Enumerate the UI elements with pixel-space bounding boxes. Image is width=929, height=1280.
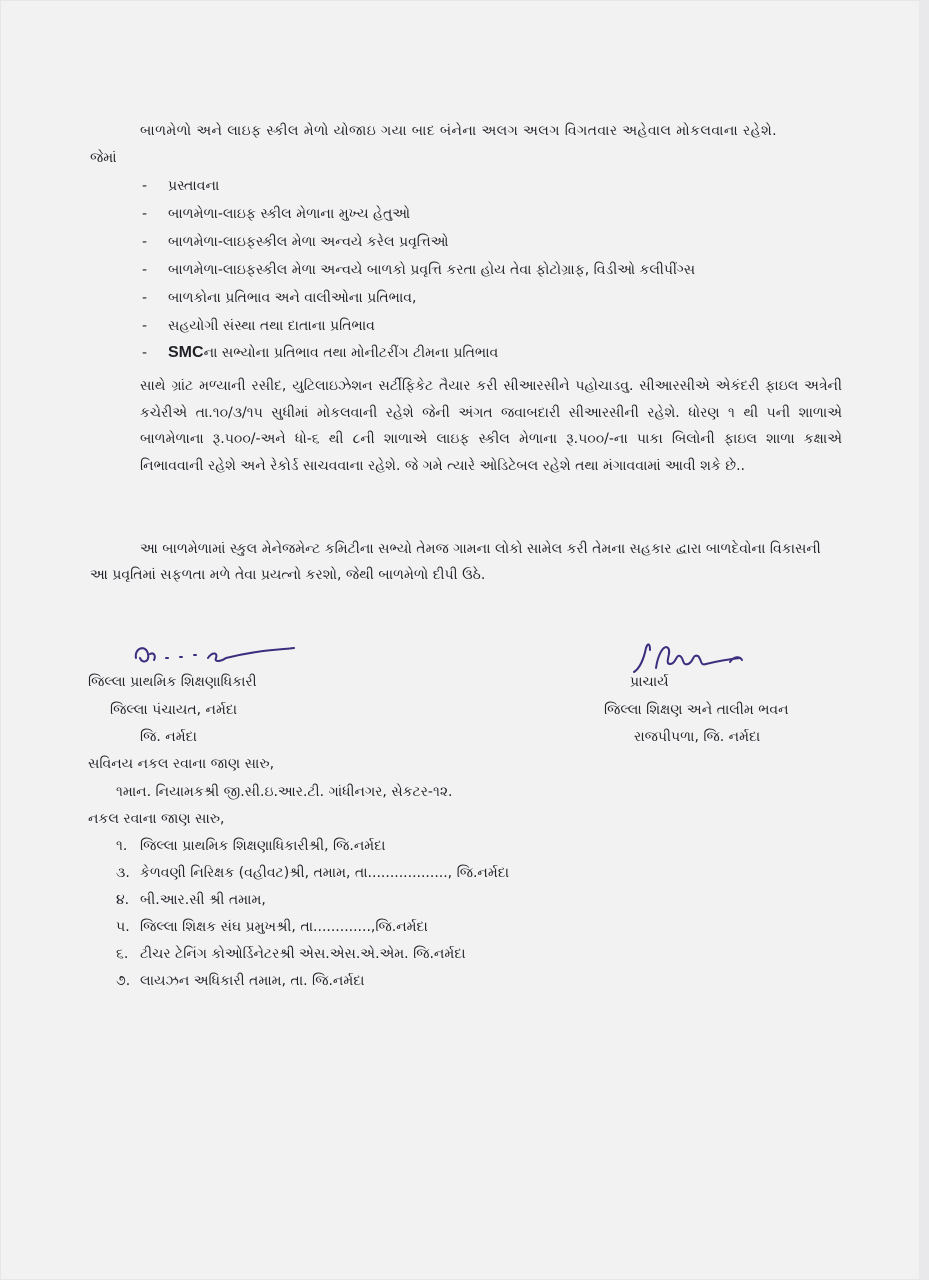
list-item	[142, 318, 375, 334]
instructions-paragraph: સાથે ગ્રાંટ મળ્યાની રસીદ, યુટિલાઇઝેશન સર્ટીફિકેટ તૈયાર કરી સીઆરસીને પહોચાડવુ. સીઆરસીએ એકંદરી ફાઇલ અત્રેની કચેરીએ તા.૧૦/૩/૧૫ સુધીમાં મોકલવાની રહેશે જેની અંગત જવાબદારી સીઆરસીની રહેશે. ધોરણ ૧ થી ૫ની શાળાએ બાળમેળાના રૂ.૫૦૦/-અને ધો-૬ થી ૮ની શાળાએ લાઇફ સ્કીલ મેળાના રૂ.૫૦૦/-ના પાકા બિલોની ફાઇલ શાળા કક્ષાએ નિભાવવાની રહેશે અને રેકોર્ડ સાચવવાના રહેશે. જે ગમે ત્યારે ઓડિટેબલ રહેશે તથા મંગાવવામાં આવી શકે છે..	[140, 378, 842, 474]
list-item-text: બાળકોના પ્રતિભાવ અને વાલીઓના પ્રતિભાવ,	[168, 290, 417, 306]
list-item-text: પ્રસ્તાવના	[168, 178, 220, 194]
copy-recipient-number: ૧.	[116, 838, 128, 854]
signatory-right-location: રાજપીપળા, જિ. નર્મદા	[634, 729, 761, 745]
copy-recipient-text: કેળવણી નિરિક્ષક (વહીવટ)શ્રી, તમામ, તા.................., જિ.નર્મદા	[140, 865, 509, 881]
copy-heading: નકલ રવાના જાણ સારુ,	[88, 811, 225, 827]
bullet-dash: -	[142, 345, 148, 361]
list-item-text: બાળમેળા-લાઇફસ્કીલ મેળા અન્વયે કરેલ પ્રવૃત્તિઓ	[168, 234, 449, 250]
copy-recipient	[116, 863, 509, 883]
intro-line: બાળમેળો અને લાઇફ સ્કીલ મેળો યોજાઇ ગયા બાદ બંનેના અલગ અલગ વિગતવાર અહેવાલ મોકલવાના રહેશે.	[140, 123, 778, 139]
copy-recipient	[116, 944, 466, 964]
copy-recipient-text: ટીચર ટેનિંગ કોઓર્ડિનેટરશ્રી એસ.એસ.એ.એમ. જિ.નર્મદા	[140, 946, 466, 962]
signature-left-image	[128, 636, 298, 670]
bullet-dash: -	[142, 318, 148, 334]
bullet-dash: -	[142, 206, 148, 222]
intro-jema: જેમાં	[90, 150, 117, 166]
signatory-left-office: જિલ્લા પંચાયત, નર્મદા	[110, 702, 238, 718]
copy-recipient-text: લાયઝન અધિકારી તમામ, તા. જિ.નર્મદા	[140, 973, 365, 989]
copy-heading-respectful: સવિનય નકલ રવાના જાણ સારુ,	[88, 756, 275, 772]
copy-recipient	[116, 971, 364, 991]
copy-recipient-number: ૭.	[116, 973, 131, 989]
copy-recipient	[116, 836, 385, 856]
copy-recipient-text: જિલ્લા શિક્ષક સંઘ પ્રમુખશ્રી, તા.............,જિ.નર્મદા	[140, 919, 428, 935]
copy-recipient-number: ૬.	[116, 946, 129, 962]
copy-recipient-text: જિલ્લા પ્રાથમિક શિક્ષણાધિકારીશ્રી, જિ.નર્મદા	[140, 838, 386, 854]
bullet-dash: -	[142, 178, 148, 194]
list-item	[142, 262, 695, 278]
list-item	[142, 290, 416, 306]
bullet-dash: -	[142, 290, 148, 306]
list-item-text: બાળમેળા-લાઇફસ્કીલ મેળા અન્વયે બાળકો પ્રવૃત્તિ કરતા હોય તેવા ફોટોગ્રાફ, વિડીઓ કલીપીંગ્સ	[168, 262, 696, 278]
bullet-dash: -	[142, 234, 148, 250]
copy-recipient-number: ૩.	[116, 865, 130, 881]
smc-abbreviation: SMC	[168, 344, 204, 361]
copy-recipient	[116, 890, 266, 910]
signatory-left-district: જિ. નર્મદા	[140, 729, 197, 745]
list-item	[142, 206, 410, 222]
signatory-left-title: જિલ્લા પ્રાથમિક શિક્ષણાધિકારી	[88, 674, 257, 690]
copy-recipient-director: ૧માન. નિયામકશ્રી જી.સી.ઇ.આર.ટી. ગાંધીનગર, સેકટર-૧૨.	[116, 784, 453, 800]
list-item-text: સહયોગી સંસ્થા તથા દાતાના પ્રતિભાવ	[168, 318, 375, 334]
list-item-text: બાળમેળા-લાઇફ સ્કીલ મેળાના મુખ્ય હેતુઓ	[168, 206, 411, 222]
copy-recipient-text: બી.આર.સી શ્રી તમામ,	[140, 892, 266, 908]
list-item	[142, 178, 219, 194]
list-item	[142, 234, 448, 250]
copy-recipient	[116, 917, 428, 937]
list-item-text: ના સભ્યોના પ્રતિભાવ તથા મોનીટરીંગ ટીમના પ્રતિભાવ	[203, 345, 499, 361]
signatory-right-title: પ્રાચાર્ય	[630, 674, 669, 690]
signatory-right-office: જિલ્લા શિક્ષણ અને તાલીમ ભવન	[604, 702, 789, 718]
copy-recipient-number: ૪.	[116, 892, 130, 908]
copy-recipient-number: ૫.	[116, 919, 130, 935]
list-item-smc	[142, 344, 498, 362]
closing-paragraph: આ બાળમેળામાં સ્કુલ મેનેજમેન્ટ કમિટીના સભ્યો તેમજ ગામના લોકો સામેલ કરી તેમના સહકાર દ્વારા બાળદેવોના વિકાસની આ પ્રવૃતિમાં સફળતા મળે તેવા પ્રયત્નો કરશો, જેથી બાળમેળો દીપી ઉઠે.	[90, 541, 821, 583]
bullet-dash: -	[142, 262, 148, 278]
